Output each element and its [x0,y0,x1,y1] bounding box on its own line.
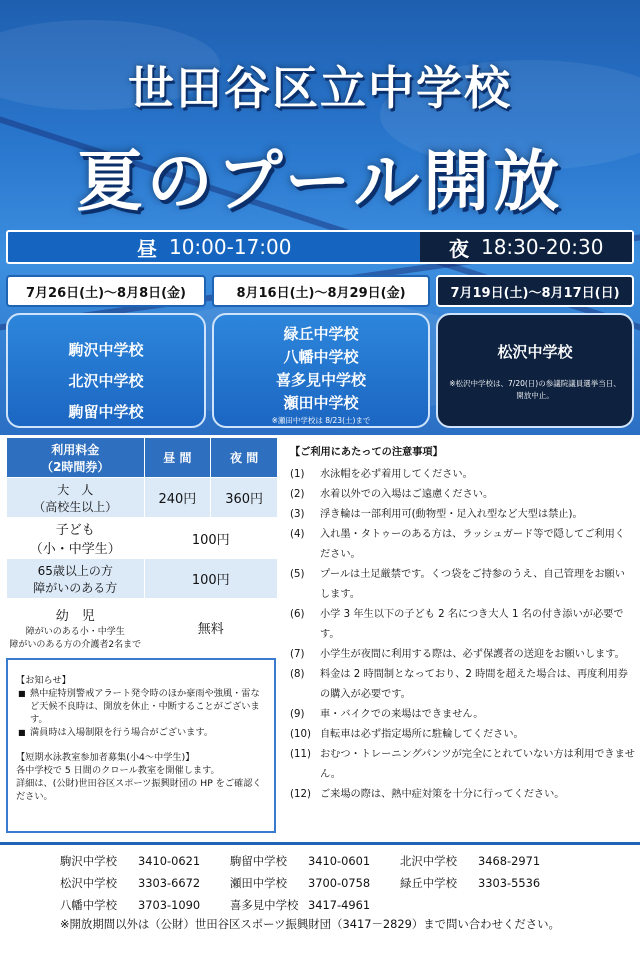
fee-senior-label: 65歳以上の方 障がいのある方 [7,559,145,599]
fee-adult-label: 大 人 （高校生以上） [7,478,145,518]
school-name: 松沢中学校 [497,343,573,361]
night-hours [420,232,632,262]
fee-infant-label: 幼 児 障がいのある小・中学生 障がいのある方の介護者2名まで [7,599,145,657]
school-name: 喜多見中学校 [275,371,366,389]
section-divider [0,842,640,845]
fee-adult-night: 360円 [211,478,278,518]
fee-header-night: 夜 間 [211,438,278,478]
period-3: 7月19日(土)～8月17日(日) [436,275,634,307]
rule-item: (6) 小学 3 年生以下の子ども 2 名につき大人 1 名の付き添いが必要です。 [290,609,624,640]
rule-item: (2) 水着以外での入場はご遠慮ください。 [290,489,494,500]
fee-child-label: 子ども （小・中学生） [7,518,145,559]
course-text: 各中学校で 5 日間のクロール教室を開催します。 [16,765,220,776]
rule-item: (9) 車・バイクでの来場はできません。 [290,709,484,720]
day-time: 10:00-17:00 [168,235,292,259]
school-note: ※松沢中学校は、7/20(日)の参議院議員選挙当日、開放中止。 [449,379,621,400]
fee-child-value: 100円 [144,518,277,559]
school-name: 北沢中学校 [68,372,144,390]
contact-entry: 駒沢中学校 3410-0621 [60,854,201,868]
rule-item: (4) 入れ墨・タトゥーのある方は、ラッシュガード等で隠してご利用ください。 [290,529,625,560]
course-title: 【短期水泳教室参加者募集(小4～中学生)】 [16,752,195,763]
school-name: 瀬田中学校 [283,394,359,412]
contact-entry: 松沢中学校 3303-6672 [60,876,201,890]
headline-pool-open: 夏のプール開放 [76,143,564,220]
course-text: 詳細は、(公財)世田谷区スポーツ振興財団の HP をご確認ください。 [16,778,262,802]
day-hours [8,232,420,262]
school-name: 八幡中学校 [283,348,359,366]
period-2: 8月16日(土)～8月29日(金) [212,275,430,307]
notice-item: ■ 満員時は入場制限を行う場合がございます。 [16,726,268,739]
contact-list [60,850,570,916]
notice-box [6,658,276,833]
rule-item: (5) プールは土足厳禁です。くつ袋をご持参のうえ、自己管理をお願いします。 [290,569,625,600]
contact-row [60,872,570,894]
school-note: ※瀬田中学校は 8/23(土)まで [271,416,371,425]
footer-inquiry: ※開放期間以外は（公財）世田谷区スポーツ振興財団（3417－2829）まで問い合わせください。 [60,917,560,931]
rule-item: (10) 自転車は必ず指定場所に駐輪してください。 [290,729,524,740]
rules-title: 【ご利用にあたっての注意事項】 [290,447,443,458]
period-1: 7月26日(土)～8月8日(金) [6,275,206,307]
rule-item: (3) 浮き輪は一部利用可(動物型・足入れ型など大型は禁止)。 [290,509,583,520]
day-label: 昼 [136,236,157,261]
school-group-1 [6,313,206,428]
rule-item: (11) おむつ・トレーニングパンツが完全にとれていない方は利用できません。 [290,749,635,780]
school-name: 緑丘中学校 [283,325,359,343]
night-label: 夜 [448,236,469,261]
fee-senior-value: 100円 [144,559,277,599]
headline-school: 世田谷区立中学校 [128,61,512,115]
rule-item: (7) 小学生が夜間に利用する際は、必ず保護者の送迎をお願いします。 [290,649,625,660]
fee-adult-day: 240円 [144,478,211,518]
contact-entry: 駒留中学校 3410-0601 [230,854,371,868]
fee-table [6,437,278,657]
notice-title: 【お知らせ】 [16,675,71,686]
contact-row [60,850,570,872]
school-name: 駒沢中学校 [68,341,144,359]
usage-rules [290,443,635,805]
contact-entry: 八幡中学校 3703-1090 [60,898,201,912]
school-group-2 [212,313,430,428]
contact-entry: 瀬田中学校 3700-0758 [230,876,371,890]
rule-item: (8) 料金は 2 時間制となっており、2 時間を超えた場合は、再度利用券の購入が必要です。 [290,669,628,700]
fee-header-label: 利用料金 （2時間券） [7,438,145,478]
night-time: 18:30-20:30 [480,235,604,259]
rule-item: (1) 水泳帽を必ず着用してください。 [290,469,473,480]
contact-entry: 北沢中学校 3468-2971 [400,854,541,868]
school-name: 駒留中学校 [68,403,144,421]
opening-hours-bar [6,230,634,264]
contact-entry: 緑丘中学校 3303-5536 [400,876,541,890]
rule-item: (12) ご来場の際は、熱中症対策を十分に行ってください。 [290,789,565,800]
notice-item: ■ 熱中症特別警戒アラート発令時のほか豪雨や強風・雷など天候不良時は、開放を休止・中断することがございます。 [16,687,268,726]
school-group-3 [436,313,634,428]
contact-entry: 喜多見中学校 3417-4961 [230,898,371,912]
fee-infant-value: 無料 [144,599,277,657]
pool-hero-banner [0,0,640,435]
contact-row [60,894,570,916]
fee-header-day: 昼 間 [144,438,211,478]
